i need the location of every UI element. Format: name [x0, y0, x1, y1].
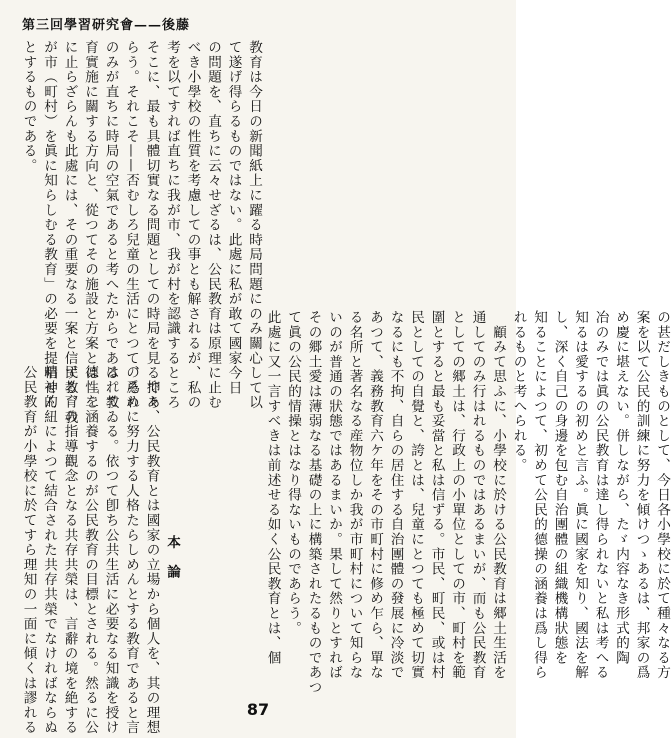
right-text-block	[262, 310, 672, 695]
text-line: 德性を涵養するのが公民教育の目標とされる。然るに公	[82, 365, 98, 735]
text-line: 知ることによつて、初めて公民的德操の涵養は爲し得ら	[531, 310, 547, 680]
text-line: の甚だしきものとして、今日各小學校に於て種々なる方	[654, 310, 670, 680]
text-line: あつて、義務教育六ケ年をその市町村に修め乍ら、單な	[367, 310, 383, 680]
text-line: はれてゐる。依つて卽ち公共生活に必要なる知識を授け	[102, 365, 119, 735]
text-line: 公民教育が小學校に於てすら理知の一面に傾くは謬れる	[20, 365, 37, 735]
text-line: 案を以て公民的訓練に努力を傾けつゝあるは、邦家の爲	[633, 310, 650, 680]
running-header: 第三回學習研究會——後藤	[22, 18, 191, 33]
section-heading: 本 論	[164, 535, 180, 580]
text-line: 此處に又一言すべきは前述せる如く公民教育とは、個	[264, 310, 281, 666]
text-line: いのが普通の狀態ではあるまいか。果して然りとすれば	[326, 310, 342, 680]
text-line: の問題を、直ちに云々せざるは、公民教育は原理に止む	[205, 40, 221, 410]
text-line: らう。それこそ——否むしろ兒童の生活にとつて、それ	[123, 40, 139, 410]
text-line: なるにも不拘、自らの居住する自治團體の發展に冷淡で	[387, 310, 404, 680]
text-line: て遂げ得らるものではない。此處に私が敢て國家今日	[225, 40, 242, 396]
text-line: 圍とすると最も妥當と私は信ずる。市民、町民、或は村	[428, 310, 445, 680]
text-line: 顧みて思ふに、小學校に於ける公民教育は郷土生活を	[490, 310, 506, 680]
text-line: め慶に堪えない。併しながら、たゞ内容なき形式的陶	[613, 310, 629, 666]
text-line: 民としての自覺と、誇とは、兒童にとつても極めて切實	[408, 310, 424, 680]
text-line: が市（町村）を眞に知らしむる教育」の必要を提唱せん	[41, 40, 57, 410]
page-number: 87	[246, 700, 270, 719]
text-line: とするものである。	[20, 40, 37, 174]
text-line: そこに、最も具體切實なる問題としての時局を見るであ	[143, 40, 160, 410]
text-line: としての郷土は、行政上の小單位としての市、町村を範	[449, 310, 465, 680]
text-line: 民教育の指導觀念となる共存共榮は、言辭の境を絶する	[61, 365, 78, 735]
text-line: のみが直ちに時局の空氣であると考へたからである。教	[102, 40, 119, 410]
text-line: 冶のみでは眞の公民教育は達し得られないと私は考へる	[592, 310, 609, 680]
text-line: 抑々、公民教育とは國家の立場から個人を、其の理想	[143, 365, 160, 735]
text-line: 育實施に關する方向と、從つてその施設と方案とは「二	[82, 40, 98, 410]
text-line: て眞の公民的情操とはなり得ないものであらう。	[285, 310, 301, 636]
lower-text-block	[18, 365, 182, 735]
text-line: 教育は今日の新聞紙上に躍る時局問題にのみ關心して以	[246, 40, 262, 410]
text-line: る名所と著名なる産物位しか我が市町村について知らな	[346, 310, 363, 680]
text-line: 知るは愛するの初めと言ふ。眞に國家を知り、國法を解	[572, 310, 588, 680]
text-line: その郷土愛は薄弱なる基礎の上に構築されたるものであつ	[305, 310, 322, 695]
text-line: 精神的紐によつて結合された共存共榮でなければならぬ	[41, 365, 57, 735]
text-line: 考を以てすれば直ちに我が市、我が村を認識するところ	[164, 40, 180, 410]
upper-text-block	[18, 40, 264, 425]
text-line: べき小學校の性質を考慮しての事とも解されるが、私の	[184, 40, 201, 410]
text-line: に止らざらんも此處には、その重要なる一案と信ずる、我	[61, 40, 78, 425]
text-line: れるものと考へられる。	[510, 310, 527, 473]
text-line: の爲めに努力する人格たらしめんとする教育であると言	[123, 365, 139, 735]
text-line: し、深く自己の身邊を包む自治團體の組織機構狀態を	[551, 310, 568, 666]
text-line: 通してのみ行はれるものではあるまいが、而も公民教育	[469, 310, 486, 680]
